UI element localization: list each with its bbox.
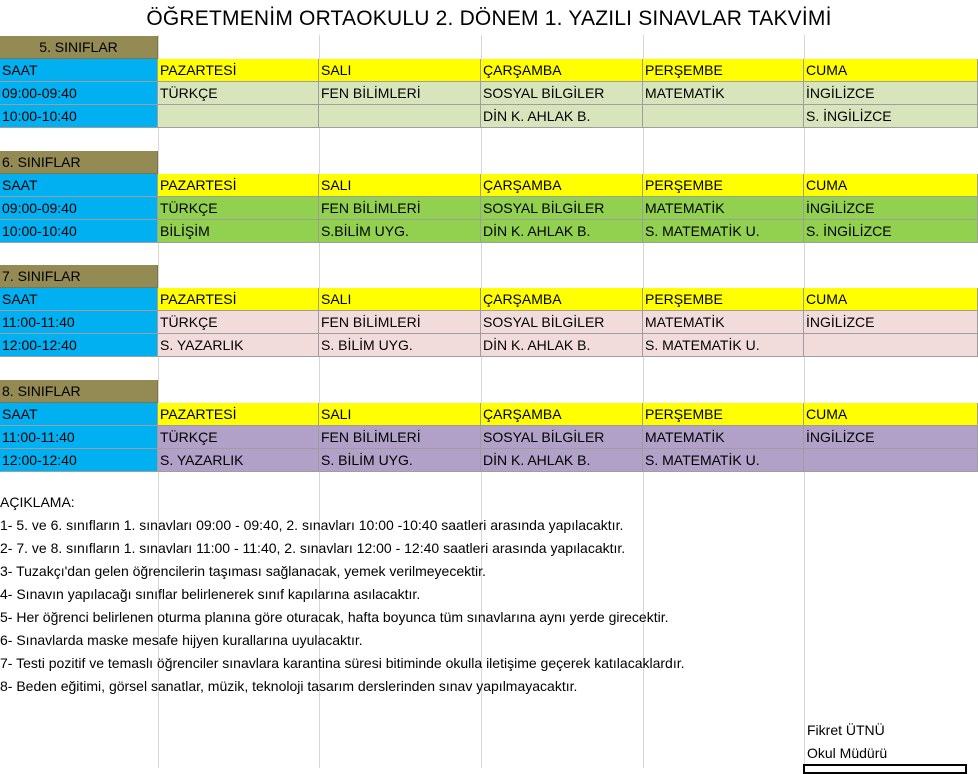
subject-cell[interactable]: MATEMATİK: [643, 82, 804, 105]
header-cell-day[interactable]: PERŞEMBE: [643, 174, 804, 197]
class-label[interactable]: 8. SINIFLAR: [0, 380, 158, 403]
subject-cell[interactable]: S. YAZARLIK: [158, 449, 319, 472]
header-cell-day[interactable]: ÇARŞAMBA: [481, 174, 643, 197]
time-cell[interactable]: 11:00-11:40: [0, 311, 158, 334]
subject-cell[interactable]: TÜRKÇE: [158, 197, 319, 220]
table-row: [0, 220, 978, 243]
subject-cell[interactable]: DİN K. AHLAK B.: [481, 334, 643, 357]
time-cell[interactable]: 09:00-09:40: [0, 197, 158, 220]
header-cell-day[interactable]: CUMA: [804, 174, 978, 197]
subject-cell[interactable]: S.BİLİM UYG.: [319, 220, 481, 243]
subject-cell[interactable]: S. MATEMATİK U.: [643, 220, 804, 243]
subject-cell[interactable]: SOSYAL BİLGİLER: [481, 311, 643, 334]
subject-cell[interactable]: BİLİŞİM: [158, 220, 319, 243]
selected-cell[interactable]: [803, 764, 967, 774]
grid-line: [804, 35, 805, 768]
note-item: 3- Tuzakçı'dan gelen öğrencilerin taşıması sağlanacak, yemek verilmeyecektir.: [0, 563, 486, 579]
note-item: 7- Testi pozitif ve temaslı öğrenciler sınavlara karantina süresi bitiminde okulla iletişime geçerek katılacaklardır.: [0, 655, 685, 671]
header-cell-day[interactable]: CUMA: [804, 403, 978, 426]
table-row: [0, 197, 978, 220]
subject-cell[interactable]: S. İNGİLİZCE: [804, 220, 978, 243]
header-cell-day[interactable]: SALI: [319, 403, 481, 426]
subject-cell[interactable]: DİN K. AHLAK B.: [481, 220, 643, 243]
subject-cell[interactable]: DİN K. AHLAK B.: [481, 449, 643, 472]
table-row: [0, 105, 978, 128]
subject-cell[interactable]: İNGİLİZCE: [804, 82, 978, 105]
subject-cell[interactable]: [804, 449, 978, 472]
note-item: 6- Sınavlarda maske mesafe hijyen kurallarına uyulacaktır.: [0, 632, 363, 648]
class-label[interactable]: 5. SINIFLAR: [0, 36, 158, 59]
subject-cell[interactable]: [643, 105, 804, 128]
header-row: [0, 403, 978, 426]
header-cell-day[interactable]: CUMA: [804, 288, 978, 311]
subject-cell[interactable]: FEN BİLİMLERİ: [319, 197, 481, 220]
subject-cell[interactable]: İNGİLİZCE: [804, 197, 978, 220]
table-row: [0, 334, 978, 357]
class-label[interactable]: 6. SINIFLAR: [0, 151, 158, 174]
subject-cell[interactable]: İNGİLİZCE: [804, 311, 978, 334]
subject-cell[interactable]: DİN K. AHLAK B.: [481, 105, 643, 128]
subject-cell[interactable]: TÜRKÇE: [158, 82, 319, 105]
subject-cell[interactable]: FEN BİLİMLERİ: [319, 82, 481, 105]
header-cell-day[interactable]: SALI: [319, 288, 481, 311]
header-cell-day[interactable]: ÇARŞAMBA: [481, 59, 643, 82]
table-row: [0, 311, 978, 334]
subject-cell[interactable]: TÜRKÇE: [158, 426, 319, 449]
class-label[interactable]: 7. SINIFLAR: [0, 265, 158, 288]
header-cell-day[interactable]: PERŞEMBE: [643, 59, 804, 82]
note-item: 2- 7. ve 8. sınıfların 1. sınavları 11:00 - 11:40, 2. sınavları 12:00 - 12:40 saatleri arasında yapılacaktır.: [0, 540, 626, 556]
subject-cell[interactable]: MATEMATİK: [643, 197, 804, 220]
subject-cell[interactable]: SOSYAL BİLGİLER: [481, 426, 643, 449]
time-cell[interactable]: 11:00-11:40: [0, 426, 158, 449]
header-cell-day[interactable]: SALI: [319, 174, 481, 197]
subject-cell[interactable]: S. MATEMATİK U.: [643, 334, 804, 357]
time-cell[interactable]: 09:00-09:40: [0, 82, 158, 105]
subject-cell[interactable]: SOSYAL BİLGİLER: [481, 197, 643, 220]
header-cell-saat[interactable]: SAAT: [0, 59, 158, 82]
subject-cell[interactable]: S. YAZARLIK: [158, 334, 319, 357]
subject-cell[interactable]: İNGİLİZCE: [804, 426, 978, 449]
header-cell-day[interactable]: PAZARTESİ: [158, 174, 319, 197]
subject-cell[interactable]: S. MATEMATİK U.: [643, 449, 804, 472]
subject-cell[interactable]: MATEMATİK: [643, 311, 804, 334]
note-item: 4- Sınavın yapılacağı sınıflar belirlenerek sınıf kapılarına asılacaktır.: [0, 586, 421, 602]
header-cell-day[interactable]: PAZARTESİ: [158, 403, 319, 426]
notes-heading: AÇIKLAMA:: [0, 494, 75, 510]
subject-cell[interactable]: S. İNGİLİZCE: [804, 105, 978, 128]
header-row: [0, 174, 978, 197]
subject-cell[interactable]: SOSYAL BİLGİLER: [481, 82, 643, 105]
header-row: [0, 59, 978, 82]
note-item: 1- 5. ve 6. sınıfların 1. sınavları 09:00 - 09:40, 2. sınavları 10:00 -10:40 saatleri arasında yapılacaktır.: [0, 517, 624, 533]
signature-name: Fikret ÜTNÜ: [807, 722, 885, 738]
subject-cell[interactable]: FEN BİLİMLERİ: [319, 426, 481, 449]
time-cell[interactable]: 12:00-12:40: [0, 449, 158, 472]
subject-cell[interactable]: FEN BİLİMLERİ: [319, 311, 481, 334]
header-cell-day[interactable]: PERŞEMBE: [643, 403, 804, 426]
page-title: ÖĞRETMENİM ORTAOKULU 2. DÖNEM 1. YAZILI SINAVLAR TAKVİMİ: [146, 7, 832, 30]
header-cell-saat[interactable]: SAAT: [0, 403, 158, 426]
note-item: 5- Her öğrenci belirlenen oturma planına göre oturacak, hafta boyunca tüm sınavlarına aynı yerde girecektir.: [0, 609, 669, 625]
time-cell[interactable]: 10:00-10:40: [0, 220, 158, 243]
table-row: [0, 426, 978, 449]
header-cell-day[interactable]: ÇARŞAMBA: [481, 288, 643, 311]
header-cell-day[interactable]: PERŞEMBE: [643, 288, 804, 311]
header-cell-day[interactable]: CUMA: [804, 59, 978, 82]
header-cell-saat[interactable]: SAAT: [0, 174, 158, 197]
table-row: [0, 449, 978, 472]
header-cell-day[interactable]: ÇARŞAMBA: [481, 403, 643, 426]
table-row: [0, 82, 978, 105]
header-cell-saat[interactable]: SAAT: [0, 288, 158, 311]
subject-cell[interactable]: S. BİLİM UYG.: [319, 334, 481, 357]
header-cell-day[interactable]: PAZARTESİ: [158, 59, 319, 82]
time-cell[interactable]: 10:00-10:40: [0, 105, 158, 128]
header-row: [0, 288, 978, 311]
signature-role: Okul Müdürü: [807, 745, 888, 761]
subject-cell[interactable]: [319, 105, 481, 128]
note-item: 8- Beden eğitimi, görsel sanatlar, müzik, teknoloji tasarım derslerinden sınav yapılmayacaktır.: [0, 678, 578, 694]
subject-cell[interactable]: [804, 334, 978, 357]
subject-cell[interactable]: TÜRKÇE: [158, 311, 319, 334]
time-cell[interactable]: 12:00-12:40: [0, 334, 158, 357]
header-cell-day[interactable]: PAZARTESİ: [158, 288, 319, 311]
header-cell-day[interactable]: SALI: [319, 59, 481, 82]
subject-cell[interactable]: [158, 105, 319, 128]
subject-cell[interactable]: MATEMATİK: [643, 426, 804, 449]
subject-cell[interactable]: S. BİLİM UYG.: [319, 449, 481, 472]
